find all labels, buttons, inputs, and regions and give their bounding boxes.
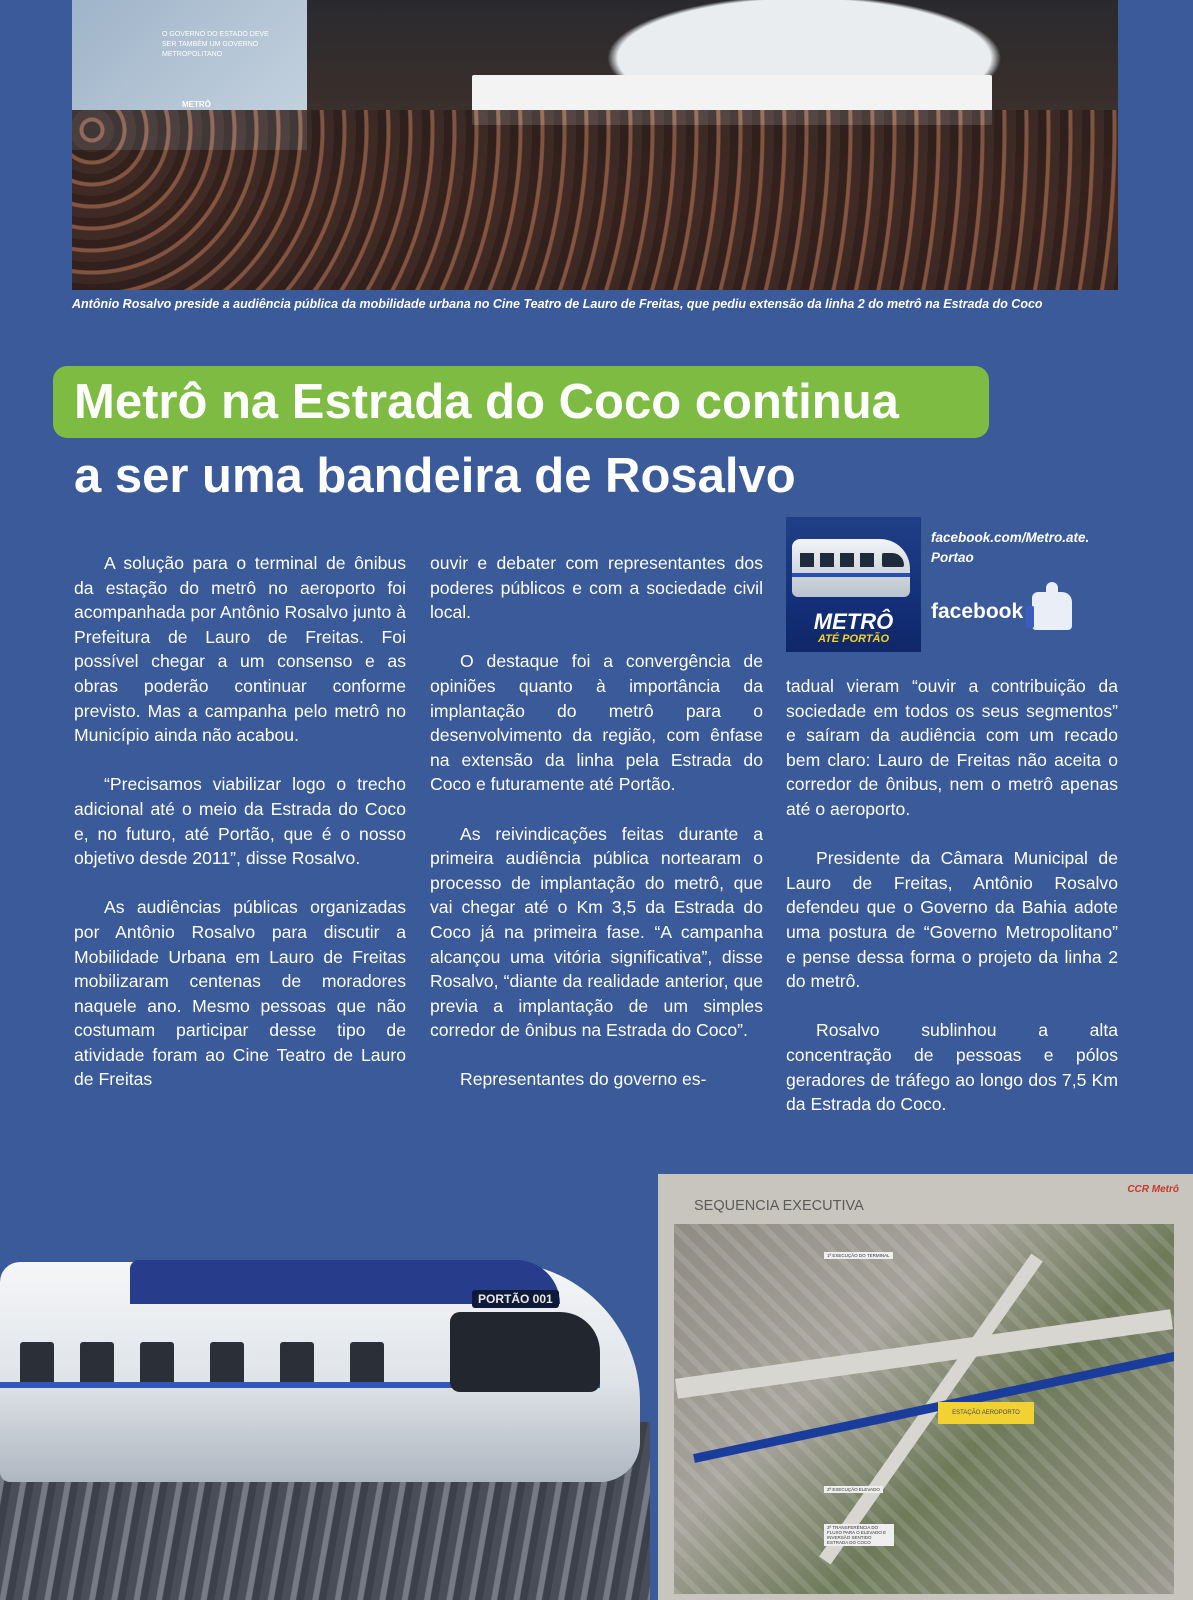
- photo-caption: Antônio Rosalvo preside a audiência pública da mobilidade urbana no Cine Teatro de Lauro de Freitas, que pediu extensão da linha 2 do metrô na Estrada do Coco: [72, 297, 1043, 311]
- metro-line: [693, 1346, 1174, 1463]
- audience-photo: [72, 0, 1118, 290]
- paragraph: Rosalvo sublinhou a alta concentração de pessoas e pólos geradores de tráfego ao longo dos 7,5 Km da Estrada do Coco.: [786, 1020, 1118, 1115]
- ccr-metro-logo: CCR Metrô: [1127, 1184, 1179, 1195]
- article-column-3: [786, 674, 1118, 1117]
- thumbs-up-icon: [1032, 592, 1072, 630]
- article-column-1: [74, 551, 406, 1092]
- paragraph: “Precisamos viabilizar logo o trecho adicional até o meio da Estrada do Coco e, no futuro, até Portão, que é o nosso objetivo desde 2011”, disse Rosalvo.: [74, 774, 406, 869]
- screen-text: O GOVERNO DO ESTADO DEVE SER TAMBÉM UM GOVERNO METROPOLITANO: [162, 31, 269, 58]
- train-windshield: [450, 1312, 600, 1392]
- audience-crowd: [72, 110, 1118, 290]
- map-label: 2ª EXECUÇÃO ELEVADO: [824, 1486, 883, 1493]
- construction-map: [658, 1174, 1193, 1600]
- map-label: 3ª TRANSFERÊNCIA DO FLUXO PARA O ELEVADO E INVERSÃO SENTIDO ESTRADA DO COCO: [824, 1524, 894, 1546]
- paragraph: A solução para o terminal de ônibus da estação do metrô no aeroporto foi acompanhada por Antônio Rosalvo junto à Prefeitura de Lauro de Freitas. Foi possível chegar a um consenso e as obras poderão continuar conforme previsto. Mas a campanha pelo metrô no Município ainda não acabou.: [74, 553, 406, 746]
- station-label: ESTAÇÃO AEROPORTO: [938, 1402, 1034, 1424]
- map-title: SEQUENCIA EXECUTIVA: [694, 1198, 864, 1214]
- facebook-logo: facebook: [931, 600, 1024, 623]
- paragraph: ouvir e debater com representantes dos poderes públicos e com a sociedade civil local.: [430, 553, 763, 623]
- headline-line-1: Metrô na Estrada do Coco continua: [74, 375, 899, 429]
- train-illustration: [792, 539, 910, 597]
- paragraph: O destaque foi a convergência de opiniões quanto à importância da implantação do metrô para o desenvolvimento da região, com ênfase na extensão da linha pela Estrada do Coco e futuramente até Portão.: [430, 651, 763, 795]
- map-label: 1ª EXECUÇÃO DO TERMINAL: [824, 1252, 893, 1259]
- paragraph: As reivindicações feitas durante a primeira audiência pública nortearam o processo de implantação do metrô, que vai chegar até o Km 3,5 da Estrada do Coco já na primeira fase. “A campanha alcançou uma vitória significativa”, disse Rosalvo, “diante da realidade anterior, que previa a implantação de um simples corredor de ônibus na Estrada do Coco”.: [430, 823, 763, 1041]
- card-subtitle: ATÉ PORTÃO: [817, 633, 890, 645]
- facebook-url[interactable]: facebook.com/Metro.ate. Portao: [931, 530, 1090, 565]
- headline-line-2: a ser uma bandeira de Rosalvo: [74, 449, 796, 503]
- metro-ate-portao-card: [786, 517, 921, 652]
- train-photo: [0, 1232, 650, 1600]
- card-title: METRÔ: [813, 609, 894, 634]
- screen-logo: METRÔ: [182, 100, 211, 109]
- paragraph: Representantes do governo es-: [460, 1069, 707, 1090]
- paragraph: tadual vieram “ouvir a contribuição da sociedade em todos os seus segmentos” e saíram da audiência com um recado bem claro: Lauro de Freitas não aceita o corredor de ônibus, nem o metrô apenas até o aeroporto.: [786, 676, 1118, 819]
- paragraph: As audiências públicas organizadas por Antônio Rosalvo para discutir a Mobilidade Urbana em Lauro de Freitas mobilizaram centenas de moradores naquele ano. Mesmo pessoas que não costumam participar desse tipo de atividade foram ao Cine Teatro de Lauro de Freitas: [74, 897, 406, 1090]
- paragraph: Presidente da Câmara Municipal de Lauro de Freitas, Antônio Rosalvo defendeu que o Governo da Bahia adote uma postura de “Governo Metropolitano” e pense dessa forma o projeto da linha 2 do metrô.: [786, 848, 1118, 992]
- train-destination-sign: PORTÃO 001: [472, 1290, 559, 1308]
- aerial-photo: [674, 1224, 1174, 1594]
- article-column-2: [430, 551, 763, 1092]
